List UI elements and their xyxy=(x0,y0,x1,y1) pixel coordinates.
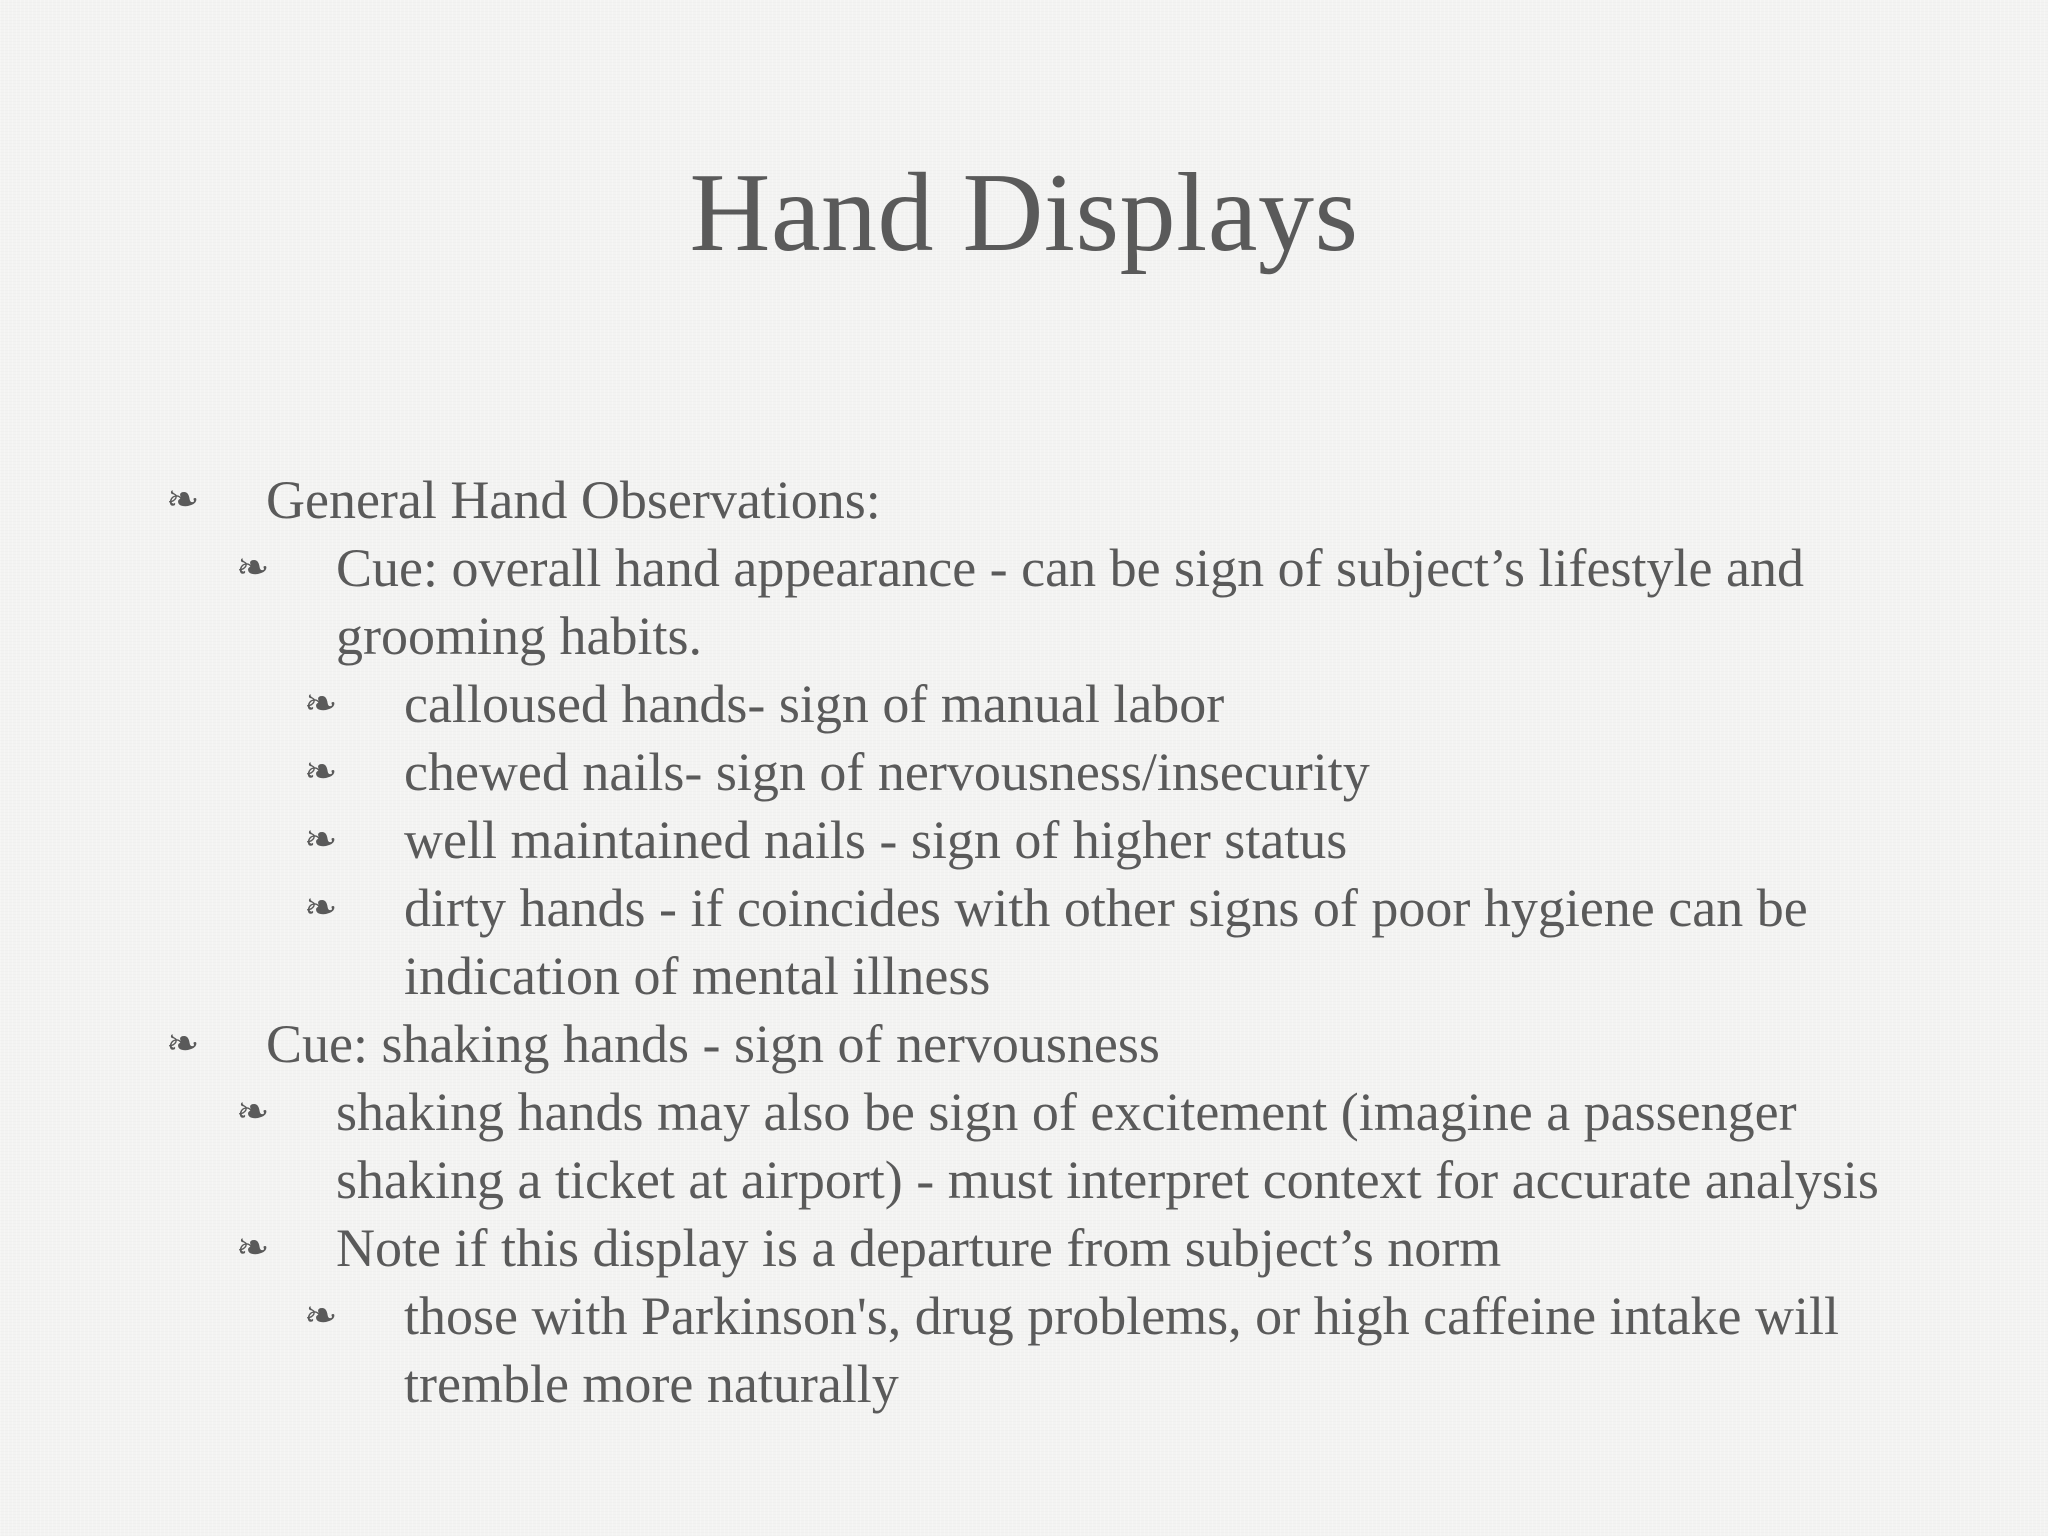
bullet-item-level3 xyxy=(160,1282,1940,1418)
bullet-item-level3 xyxy=(160,670,1940,738)
bullet-item-level3 xyxy=(160,738,1940,806)
fleuron-bullet-icon: ❧ xyxy=(166,477,200,522)
bullet-item-level1 xyxy=(160,1010,1940,1078)
bullet-text: those with Parkinson's, drug problems, or high caffeine intake will tremble more naturally xyxy=(404,1286,1839,1414)
bullet-item-level3 xyxy=(160,874,1940,1010)
fleuron-bullet-icon: ❧ xyxy=(304,681,338,726)
fleuron-bullet-icon: ❧ xyxy=(304,885,338,930)
bullet-text: dirty hands - if coincides with other signs of poor hygiene can be indication of mental illness xyxy=(404,878,1808,1006)
fleuron-bullet-icon: ❧ xyxy=(236,1089,270,1134)
bullet-item-level2 xyxy=(160,534,1940,670)
bullet-text: Note if this display is a departure from subject’s norm xyxy=(336,1218,1502,1278)
bullet-text: Cue: overall hand appearance - can be sign of subject’s lifestyle and grooming habits. xyxy=(336,538,1804,666)
bullet-text: well maintained nails - sign of higher status xyxy=(404,810,1348,870)
bullet-text: Cue: shaking hands - sign of nervousness xyxy=(266,1014,1160,1074)
fleuron-bullet-icon: ❧ xyxy=(236,545,270,590)
bullet-text: shaking hands may also be sign of excitement (imagine a passenger shaking a ticket at airport) - must interpret context for accurate analysis xyxy=(336,1082,1879,1210)
bullet-item-level3 xyxy=(160,806,1940,874)
bullet-item-level1 xyxy=(160,466,1940,534)
fleuron-bullet-icon: ❧ xyxy=(304,1293,338,1338)
fleuron-bullet-icon: ❧ xyxy=(304,817,338,862)
bullet-text: calloused hands- sign of manual labor xyxy=(404,674,1225,734)
bullet-item-level2 xyxy=(160,1078,1940,1214)
bullet-item-level2 xyxy=(160,1214,1940,1282)
fleuron-bullet-icon: ❧ xyxy=(166,1021,200,1066)
bullet-list xyxy=(160,466,1940,1418)
bullet-text: chewed nails- sign of nervousness/insecurity xyxy=(404,742,1370,802)
slide-title: Hand Displays xyxy=(689,151,1359,275)
bullet-text: General Hand Observations: xyxy=(266,470,881,530)
fleuron-bullet-icon: ❧ xyxy=(236,1225,270,1270)
fleuron-bullet-icon: ❧ xyxy=(304,749,338,794)
